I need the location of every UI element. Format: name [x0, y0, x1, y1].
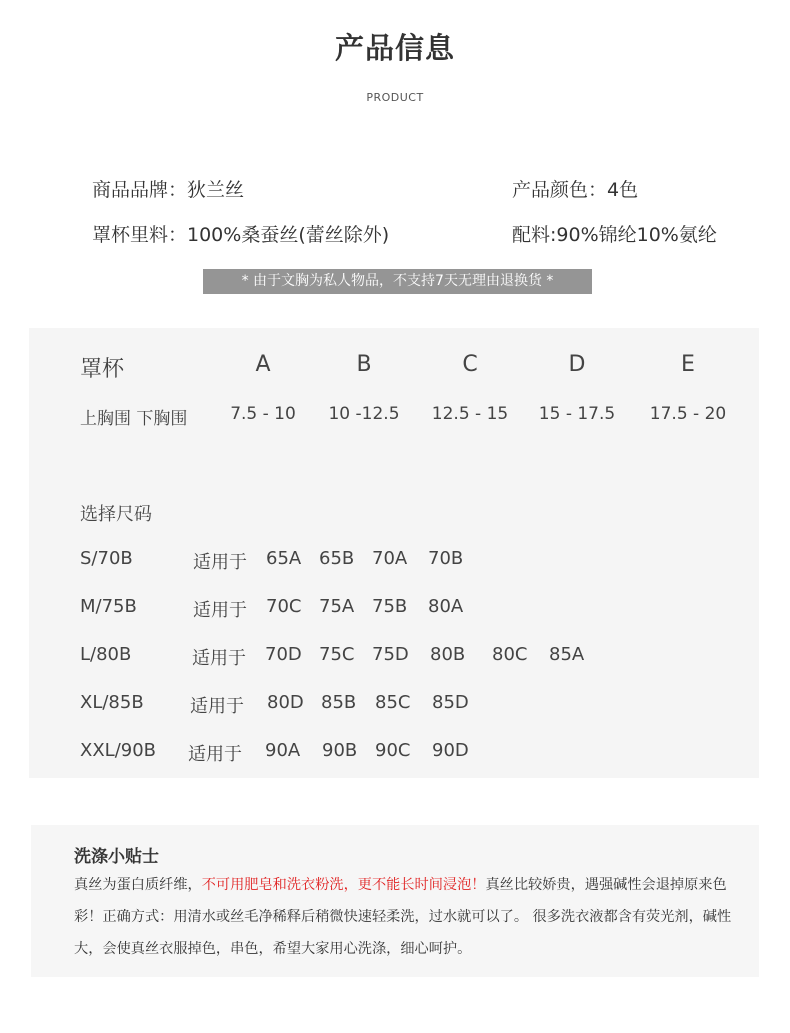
- size-row-label: M/75B: [80, 596, 137, 617]
- care-tips-text: [74, 869, 744, 965]
- fit-size: 75C: [319, 644, 355, 665]
- page-subtitle: PRODUCT: [366, 91, 424, 104]
- care-text-intro: 真丝为蛋白质纤维，: [74, 877, 202, 893]
- care-text-body: 真丝比较娇贵，遇强碱性会退掉原来色彩！正确方式：用清水或丝毛净稀释后稍微快速轻柔洗，过水就可以了。 很多洗衣液都含有荧光剂，碱性大，会使真丝衣服掉色，串色，希望大家用心洗涤，细心呵护。: [74, 877, 732, 957]
- size-row-label: S/70B: [80, 548, 133, 569]
- fit-size: 90B: [322, 740, 358, 761]
- fit-size: 80C: [492, 644, 528, 665]
- size-row-label: XL/85B: [80, 692, 144, 713]
- fits-label: 适用于: [190, 696, 244, 717]
- size-table-title: 选择尺码: [80, 504, 152, 525]
- fit-size: 75D: [372, 644, 409, 665]
- fit-size: 80B: [430, 644, 466, 665]
- fits-label: 适用于: [192, 648, 246, 669]
- fit-size: 75B: [372, 596, 408, 617]
- cup-label-d: D: [568, 352, 586, 377]
- fit-size: 85C: [375, 692, 411, 713]
- cup-label-a: A: [255, 352, 271, 377]
- fit-size: 70D: [265, 644, 302, 665]
- cup-label-c: C: [462, 352, 478, 377]
- range-d: 15 - 17.5: [538, 404, 616, 424]
- size-row-label: L/80B: [80, 644, 132, 665]
- fit-size: 70B: [428, 548, 464, 569]
- lining-info: 罩杯里料：100%桑蚕丝(蕾丝除外): [92, 224, 390, 246]
- page-title: 产品信息: [334, 31, 455, 65]
- care-tips-panel: [31, 825, 759, 977]
- care-tips-title: 洗涤小贴士: [74, 847, 159, 867]
- fit-size: 90A: [265, 740, 301, 761]
- fit-size: 65A: [266, 548, 302, 569]
- range-a: 7.5 - 10: [230, 404, 296, 424]
- size-chart-panel: [29, 328, 759, 778]
- fit-size: 70C: [266, 596, 302, 617]
- range-c: 12.5 - 15: [431, 404, 509, 424]
- cup-label-e: E: [681, 352, 695, 377]
- care-warning-text: 不可用肥皂和洗衣粉洗，更不能长时间浸泡！: [201, 877, 486, 893]
- size-row-label: XXL/90B: [80, 740, 157, 761]
- fit-size: 85D: [432, 692, 469, 713]
- fit-size: 80A: [428, 596, 464, 617]
- return-policy-notice: * 由于文胸为私人物品，不支持7天无理由退换货 *: [203, 269, 592, 294]
- fit-size: 90C: [375, 740, 411, 761]
- cup-header-label: 罩杯: [80, 357, 125, 382]
- fits-label: 适用于: [193, 552, 247, 573]
- bust-row-label: 上胸围 下胸围: [80, 409, 188, 429]
- fits-label: 适用于: [188, 744, 242, 765]
- fit-size: 90D: [432, 740, 469, 761]
- fit-size: 65B: [319, 548, 355, 569]
- fit-size: 70A: [372, 548, 408, 569]
- cup-label-b: B: [356, 352, 372, 377]
- color-info: 产品颜色：4色: [512, 179, 639, 201]
- fit-size: 80D: [267, 692, 304, 713]
- fit-size: 85B: [321, 692, 357, 713]
- fit-size: 85A: [549, 644, 585, 665]
- fit-size: 75A: [319, 596, 355, 617]
- range-b: 10 -12.5: [328, 404, 400, 424]
- fits-label: 适用于: [193, 600, 247, 621]
- material-info: 配料:90%锦纶10%氨纶: [512, 224, 717, 246]
- range-e: 17.5 - 20: [649, 404, 727, 424]
- brand-info: 商品品牌：狄兰丝: [92, 179, 245, 201]
